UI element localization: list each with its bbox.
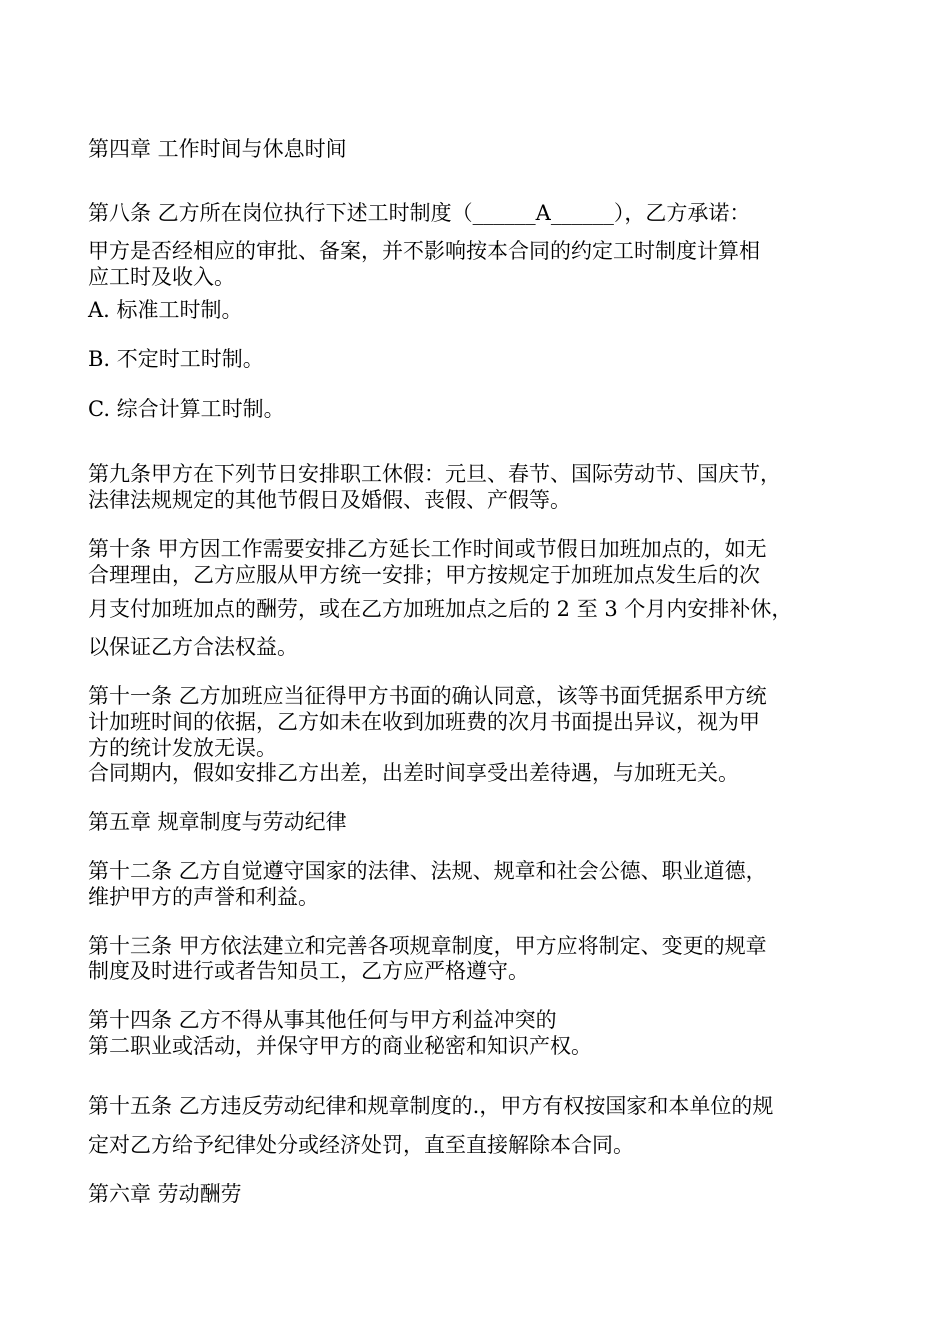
paragraph-line: 第十二条 乙方自觉遵守国家的法律、法规、规章和社会公德、职业道德， (88, 859, 767, 883)
paragraph-line: 第十三条 甲方依法建立和完善各项规章制度，甲方应将制定、变更的规章 (88, 934, 767, 958)
chapter-heading: 第五章 规章制度与劳动纪律 (88, 810, 347, 834)
paragraph-line: 制度及时进行或者告知员工，乙方应严格遵守。 (88, 959, 529, 983)
paragraph-line: 第二职业或活动，并保守甲方的商业秘密和知识产权。 (88, 1034, 592, 1058)
paragraph-line: 甲方是否经相应的审批、备案，并不影响按本合同的约定工时制度计算相 (88, 239, 760, 263)
chapter-heading: 第四章 工作时间与休息时间 (88, 137, 347, 161)
paragraph-line: 法律法规规定的其他节假日及婚假、丧假、产假等。 (88, 488, 571, 512)
paragraph-line: 合理理由，乙方应服从甲方统一安排；甲方按规定于加班加点发生后的次 (88, 563, 760, 587)
paragraph-line: 月支付加班加点的酬劳，或在乙方加班加点之后的 2 至 3 个月内安排补休， (88, 597, 793, 621)
paragraph-line: 合同期内，假如安排乙方出差，出差时间享受出差待遇，与加班无关。 (88, 761, 739, 785)
paragraph-line: 以保证乙方合法权益。 (88, 635, 298, 659)
chapter-heading: 第六章 劳动酬劳 (88, 1182, 242, 1206)
paragraph-line: 维护甲方的声誉和利益。 (88, 885, 319, 909)
paragraph-line: 应工时及收入。 (88, 265, 235, 289)
paragraph-line: 第十条 甲方因工作需要安排乙方延长工作时间或节假日加班加点的，如无 (88, 537, 767, 561)
paragraph-line: 定对乙方给予纪律处分或经济处罚，直至直接解除本合同。 (88, 1133, 634, 1157)
option-line: B. 不定时工时制。 (88, 347, 264, 371)
paragraph-line: 第十五条 乙方违反劳动纪律和规章制度的.，甲方有权按国家和本单位的规 (88, 1094, 774, 1118)
paragraph-line: 第十一条 乙方加班应当征得甲方书面的确认同意，该等书面凭据系甲方统 (88, 684, 767, 708)
paragraph-line: 计加班时间的依据，乙方如未在收到加班费的次月书面提出异议，视为甲 (88, 710, 760, 734)
paragraph-line: 方的统计发放无误。 (88, 736, 277, 760)
option-line: C. 综合计算工时制。 (88, 397, 285, 421)
paragraph-line: 第八条 乙方所在岗位执行下述工时制度（______A______），乙方承诺： (88, 201, 751, 225)
paragraph-line: 第九条甲方在下列节日安排职工休假：元旦、春节、国际劳动节、国庆节， (88, 462, 781, 486)
paragraph-line: 第十四条 乙方不得从事其他任何与甲方利益冲突的 (88, 1008, 557, 1032)
option-line: A. 标准工时制。 (88, 298, 243, 322)
